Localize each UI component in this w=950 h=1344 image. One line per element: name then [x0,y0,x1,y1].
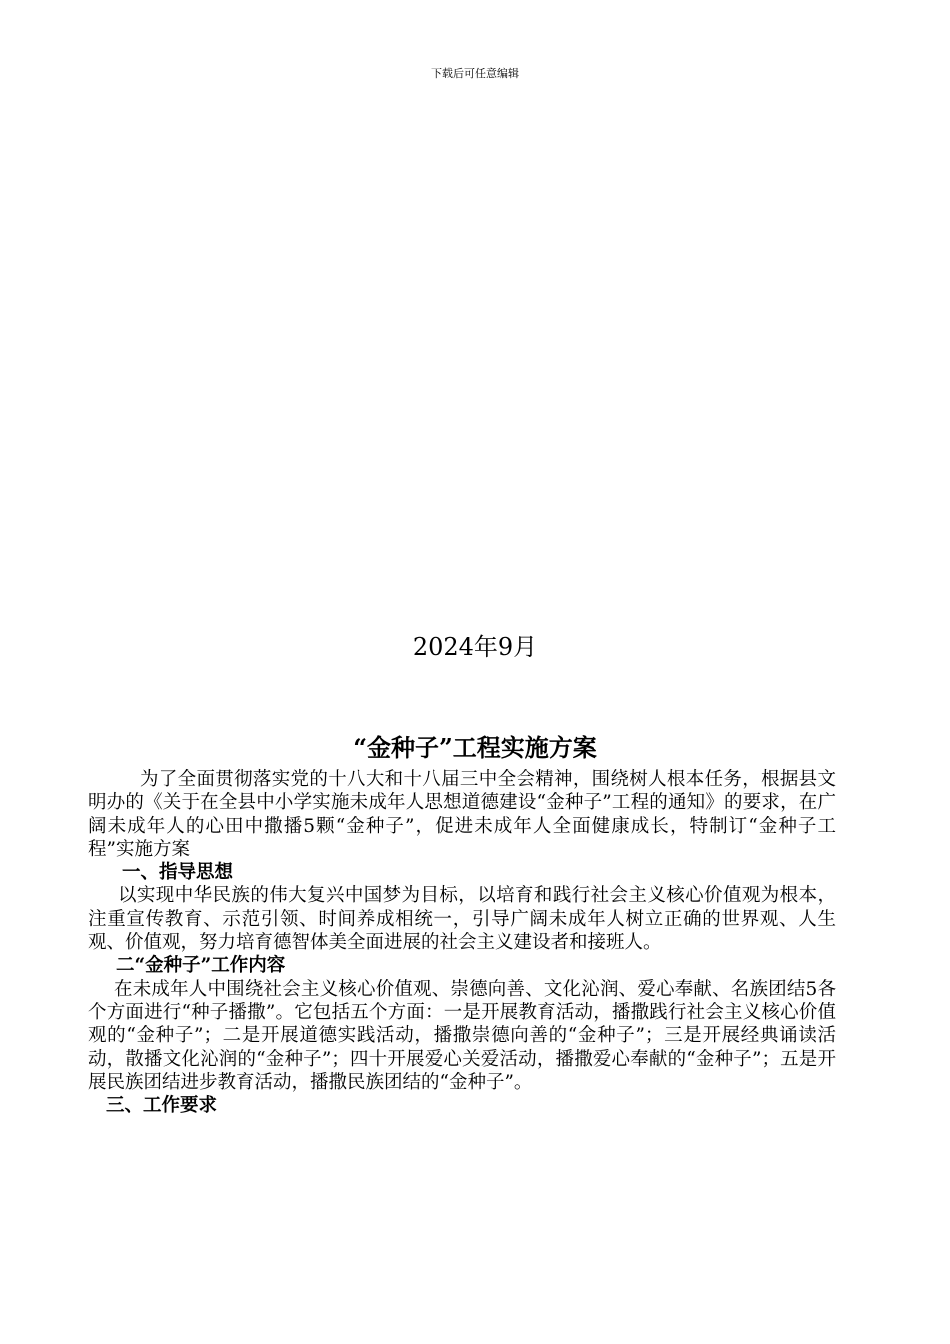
section-heading-work-requirements: 三、工作要求 [106,1095,218,1117]
section-body-work-content: 在未成年人中围绕社会主义核心价值观、崇德向善、文化沁润、爱心奉献、名族团结5各个方面进行“种子播撒”。它包括五个方面：一是开展教育活动，播撒践行社会主义核心价值观的“金种子”；二是开展道德实践活动，播撒崇德向善的“金种子”；三是开展经典诵读活动，散播文化沁润的“金种子”；四十开展爱心关爱活动，播撒爱心奉献的“金种子”；五是开展民族团结进步教育活动，播撒民族团结的“金种子”。 [88,978,836,1093]
section-heading-work-content: 二“金种子”工作内容 [116,955,286,977]
intro-paragraph: 为了全面贯彻落实党的十八大和十八届三中全会精神，围绕树人根本任务，根据县文明办的《关于在全县中小学实施未成年人思想道德建设“金种子”工程的通知》的要求，在广阔未成年人的心田中撒播5颗“金种子”，促进未成年人全面健康成长，特制订“金种子工程”实施方案 [88,769,836,860]
section-body-guiding-thought: 以实现中华民族的伟大复兴中国梦为目标，以培育和践行社会主义核心价值观为根本，注重宣传教育、示范引领、时间养成相统一，引导广阔未成年人树立正确的世界观、人生观、价值观，努力培育德智体美全面进展的社会主义建设者和接班人。 [88,885,836,954]
page-header-note: 下载后可任意编辑 [431,67,519,80]
cover-date: 2024年9月 [412,633,538,661]
section-heading-guiding-thought: 一、指导思想 [122,862,234,884]
document-body [88,768,836,1117]
document-title: “金种子”工程实施方案 [353,733,597,762]
